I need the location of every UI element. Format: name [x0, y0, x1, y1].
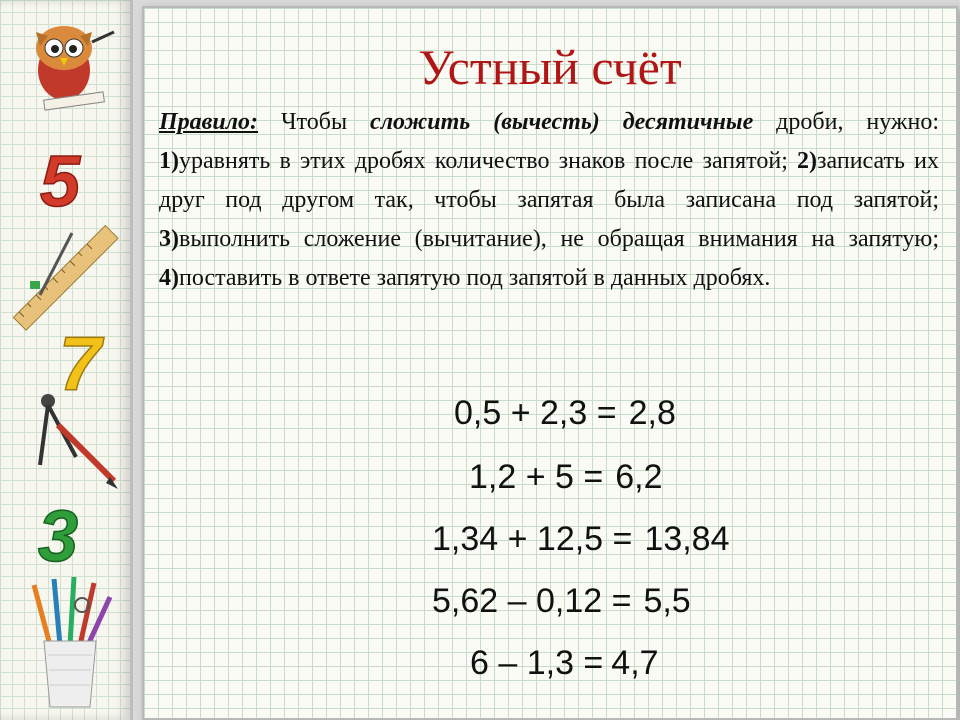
- rule-step-4: 4): [159, 265, 179, 291]
- digit-five: 5: [39, 142, 81, 220]
- equation-1: [454, 394, 676, 433]
- rule-text-5: выполнить сложение (вычитание), не обращая внимания на запятую;: [179, 226, 939, 252]
- digit-three-icon: [18, 495, 98, 575]
- equation-2: [469, 458, 663, 497]
- digit-five-icon: [20, 140, 100, 220]
- equation-5: [470, 644, 659, 683]
- rule-paragraph: [159, 103, 939, 298]
- rule-step-3: 3): [159, 226, 179, 252]
- digit-seven: 7: [58, 322, 102, 400]
- rule-emphasis: сложить (вычесть) десятичные: [370, 109, 754, 135]
- equation-answer: 4,7: [611, 644, 659, 682]
- digit-three: 3: [37, 497, 79, 575]
- equation-expression: 5,62 – 0,12 =: [432, 582, 632, 620]
- owl-icon: [14, 12, 124, 112]
- rule-text-3: уравнять в этих дробях количество знаков после запятой;: [179, 148, 798, 174]
- rule-text-1: Чтобы: [258, 109, 371, 135]
- decor-strip: [0, 0, 133, 720]
- equation-3: [432, 520, 730, 559]
- slide-title: Устный счёт: [418, 39, 682, 95]
- rule-text-6: поставить в ответе запятую под запятой в данных дробях.: [179, 265, 771, 291]
- equation-4: [432, 582, 691, 621]
- equation-expression: 1,34 + 12,5 =: [432, 520, 633, 558]
- pencil-cup-icon: [20, 575, 120, 715]
- rule-step-2: 2): [797, 148, 818, 174]
- rule-label: Правило:: [159, 109, 259, 135]
- equation-expression: 1,2 + 5 =: [469, 458, 604, 496]
- ruler-icon: [10, 225, 120, 335]
- equation-answer: 13,84: [644, 520, 730, 558]
- grid-paper-sheet: [142, 6, 958, 720]
- equation-answer: 6,2: [615, 458, 663, 496]
- rule-text-2: дроби, нужно:: [753, 109, 940, 135]
- equation-answer: 5,5: [643, 582, 691, 620]
- compass-icon: [18, 385, 118, 495]
- rule-step-1: 1): [159, 148, 179, 174]
- equation-expression: 6 – 1,3 =: [470, 644, 604, 682]
- equation-answer: 2,8: [628, 394, 676, 432]
- rule-text-4: записать их друг под другом так, чтобы запятая была записана под запятой;: [159, 148, 939, 213]
- equation-expression: 0,5 + 2,3 =: [454, 394, 617, 432]
